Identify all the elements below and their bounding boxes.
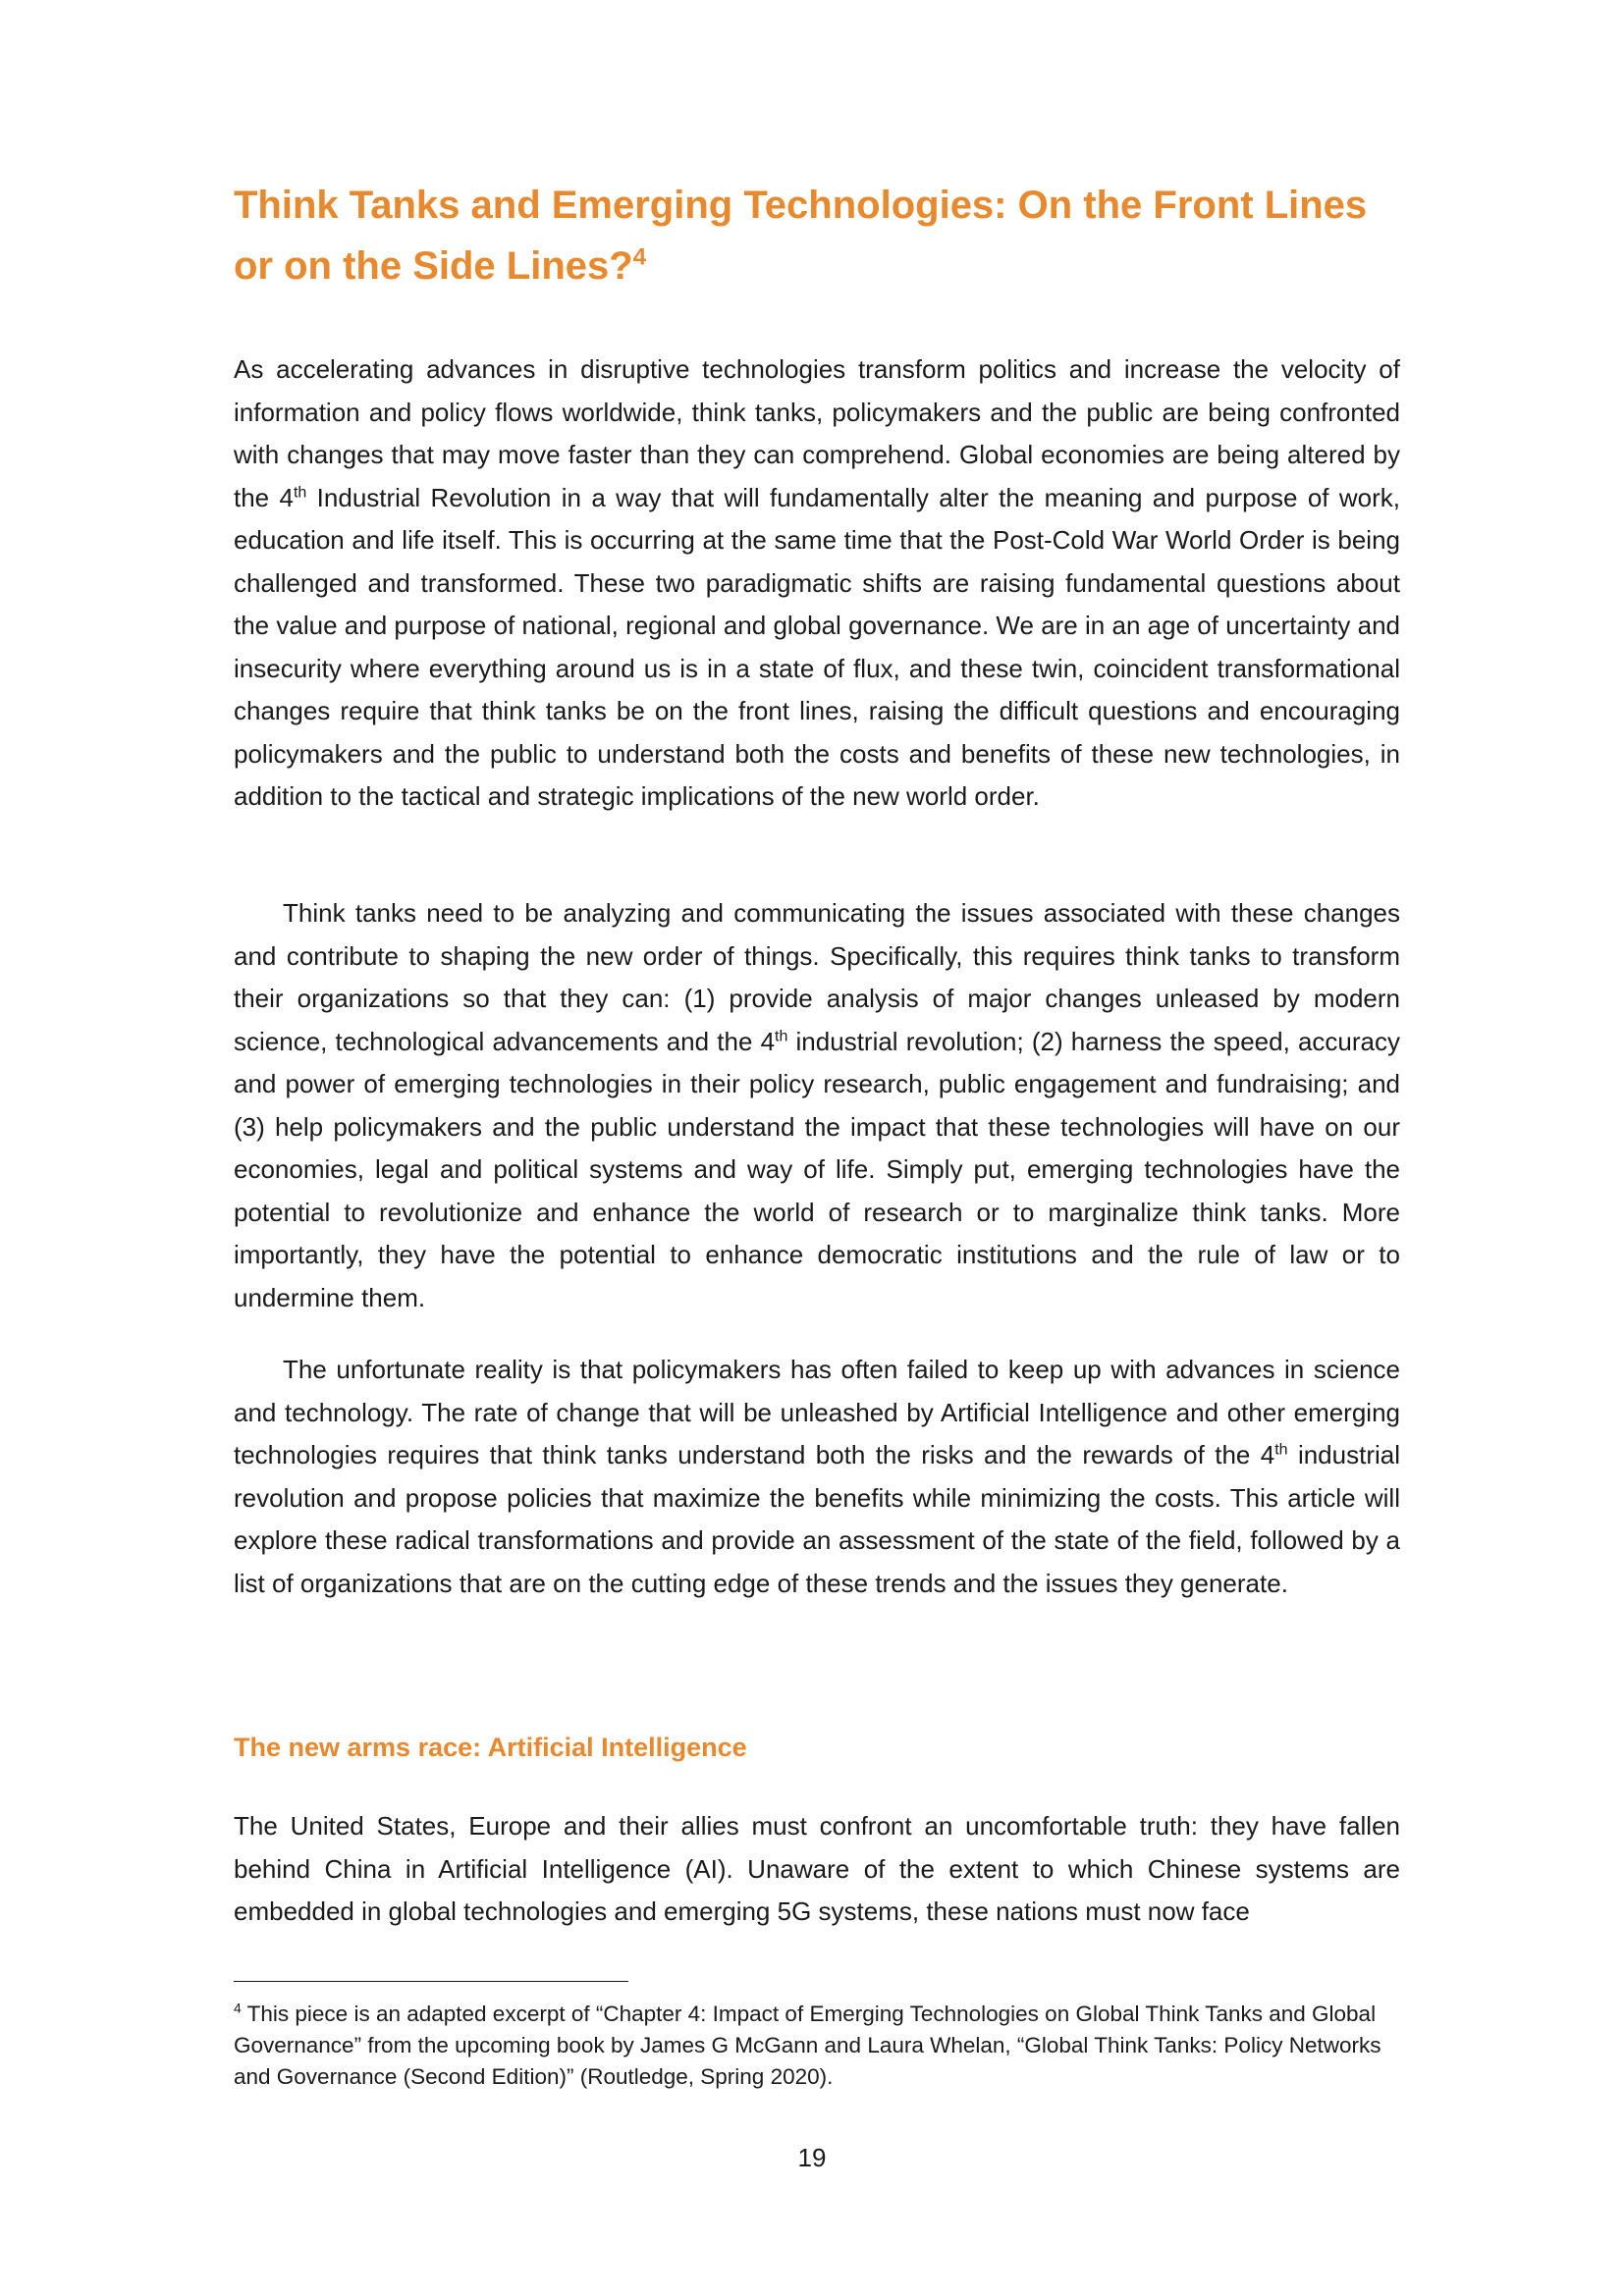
article-title-text: Think Tanks and Emerging Technologies: On the Front Lines or on the Side Lines? xyxy=(234,184,1368,288)
paragraph-3 xyxy=(234,1349,1400,1605)
article-title xyxy=(234,175,1412,296)
footnote xyxy=(234,1999,1402,2093)
paragraph-2 xyxy=(234,892,1400,1319)
paragraph-3-superscript: th xyxy=(1274,1441,1288,1459)
paragraph-1-text-a: As accelerating advances in disruptive technologies transform politics and increase the velocity of information and policy flows worldwide, think tanks, policymakers and the public are being confronted with changes that may move faster than they can comprehend. Global economies are being altered by the 4 xyxy=(234,354,1400,512)
paragraph-3-text-b: industrial revolution and propose policies that maximize the benefits while minimizing the costs. This article will explore these radical transformations and provide an assessment of the state of the field, followed by a list of organizations that are on the cutting edge of these trends and the issues they generate. xyxy=(234,1440,1400,1598)
footnote-text: This piece is an adapted excerpt of “Chapter 4: Impact of Emerging Technologies on Global Think Tanks and Global Governance” from the upcoming book by James G McGann and Laura Whelan, “Global Think Tanks: Policy Networks and Governance (Second Edition)” (Routledge, Spring 2020). xyxy=(234,2002,1381,2089)
paragraph-1-superscript: th xyxy=(293,483,307,501)
section-subheading: The new arms race: Artificial Intelligence xyxy=(234,1733,747,1762)
footnote-divider xyxy=(234,1981,628,1982)
paragraph-3-text-a: The unfortunate reality is that policymakers has often failed to keep up with advances in science and technology. The rate of change that will be unleashed by Artificial Intelligence and other emerging technologies requires that think tanks understand both the risks and the rewards of the 4 xyxy=(234,1355,1400,1469)
paragraph-2-text-b: industrial revolution; (2) harness the speed, accuracy and power of emerging technologies in their policy research, public engagement and fundraising; and (3) help policymakers and the public understand the impact that these technologies will have on our economies, legal and political systems and way of life. Simply put, emerging technologies have the potential to revolutionize and enhance the world of research or to marginalize think tanks. More importantly, they have the potential to enhance democratic institutions and the rule of law or to undermine them. xyxy=(234,1026,1401,1312)
paragraph-1 xyxy=(234,348,1400,819)
title-footnote-reference[interactable]: 4 xyxy=(632,243,647,271)
paragraph-4: The United States, Europe and their allies must confront an uncomfortable truth: they have fallen behind China in Artificial Intelligence (AI). Unaware of the extent to which Chinese systems are embedded in global technologies and emerging 5G systems, these nations must now face xyxy=(234,1811,1400,1926)
page-number: 19 xyxy=(797,2143,827,2172)
footnote-marker: 4 xyxy=(234,2000,242,2016)
paragraph-2-text-a: Think tanks need to be analyzing and communicating the issues associated with these changes and contribute to shaping the new order of things. Specifically, this requires think tanks to transform their organizations so that they can: (1) provide analysis of major changes unleased by modern science, technological advancements and the 4 xyxy=(234,898,1400,1056)
paragraph-2-superscript: th xyxy=(775,1027,788,1044)
paragraph-1-text-b: Industrial Revolution in a way that will fundamentally alter the meaning and purpose of work, education and life itself. This is occurring at the same time that the Post-Cold War World Order is being challenged and transformed. These two paradigmatic shifts are raising fundamental questions about the value and purpose of national, regional and global governance. We are in an age of uncertainty and insecurity where everything around us is in a state of flux, and these twin, coincident transformational changes require that think tanks be on the front lines, raising the difficult questions and encouraging policymakers and the public to understand both the costs and benefits of these new technologies, in addition to the tactical and strategic implications of the new world order. xyxy=(234,482,1400,811)
